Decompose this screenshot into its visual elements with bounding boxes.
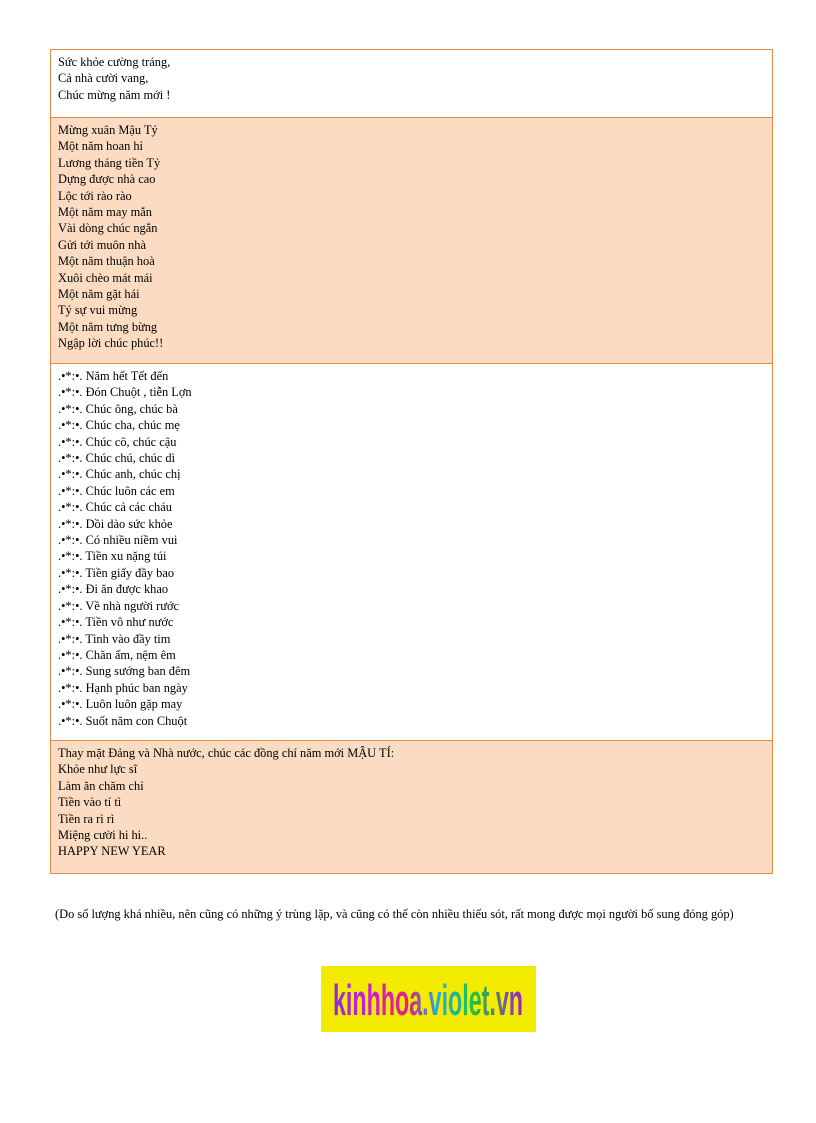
poem-line: Ngập lời chúc phúc!! bbox=[58, 336, 164, 351]
poem-line: .•*:•. Luôn luôn gặp may bbox=[58, 697, 183, 712]
poem-line: Chúc mừng năm mới ! bbox=[58, 87, 171, 102]
logo-text: kinhhoa.violet.vn bbox=[333, 976, 523, 1025]
poem-line: Khỏe như lực sĩ bbox=[58, 762, 138, 777]
poem-line: .•*:•. Đón Chuột , tiễn Lợn bbox=[58, 385, 192, 400]
poem-line: .•*:•. Năm hết Tết đến bbox=[58, 369, 169, 383]
poem-line: .•*:•. Chúc ông, chúc bà bbox=[58, 401, 178, 416]
poem-line: Sức khỏe cường tráng, bbox=[58, 55, 171, 69]
poem-line: .•*:•. Chúc luôn các em bbox=[58, 483, 175, 498]
poem-line: Một năm gặt hái bbox=[58, 287, 140, 302]
poem-line: Cả nhà cười vang, bbox=[58, 71, 149, 86]
poem-line: Tiền ra rì rì bbox=[58, 811, 115, 826]
poem-line: Gửi tới muôn nhà bbox=[58, 237, 146, 252]
poem-line: .•*:•. Tiền xu nặng túi bbox=[58, 549, 167, 564]
poem-line: .•*:•. Về nhà người rước bbox=[58, 598, 180, 613]
poem-line: .•*:•. Tiền vô như nước bbox=[58, 615, 174, 630]
poem-line: .•*:•. Sung sướng ban đêm bbox=[58, 664, 191, 679]
poem-line: HAPPY NEW YEAR bbox=[58, 844, 166, 859]
poem-line: Làm ăn chăm chỉ bbox=[58, 778, 144, 793]
poem-line: Tý sự vui mừng bbox=[58, 303, 138, 318]
poem-line: Một năm thuận hoà bbox=[58, 254, 155, 269]
poem-line: Lộc tới rào rào bbox=[58, 188, 132, 203]
greetings-table bbox=[50, 49, 773, 874]
poem-line: .•*:•. Chăn ấm, nệm êm bbox=[58, 647, 176, 662]
greeting-block-1 bbox=[50, 49, 773, 118]
poem-line: .•*:•. Đi ăn được khao bbox=[58, 582, 169, 597]
greeting-block-4 bbox=[50, 741, 773, 874]
poem-line: Tiền vào tí tì bbox=[58, 795, 122, 810]
poem-line: .•*:•. Hạnh phúc ban ngày bbox=[58, 680, 188, 695]
poem-line: Dựng được nhà cao bbox=[58, 172, 156, 187]
logo-graphic bbox=[321, 966, 536, 1032]
poem-line: .•*:•. Chúc chú, chúc dì bbox=[58, 451, 176, 466]
poem-line: .•*:•. Chúc cha, chúc mẹ bbox=[58, 418, 180, 433]
greeting-block-3 bbox=[50, 364, 773, 741]
poem-line: Một năm tưng bừng bbox=[58, 319, 158, 334]
poem-line: Một năm hoan hỉ bbox=[58, 139, 144, 154]
poem-line: Lương tháng tiền Tỷ bbox=[58, 155, 161, 170]
poem-line: .•*:•. Chúc anh, chúc chị bbox=[58, 467, 181, 482]
poem-line: .•*:•. Chúc cả các cháu bbox=[58, 500, 172, 515]
poem-line: Một năm may mắn bbox=[58, 205, 152, 220]
poem-line: .•*:•. Tiền giấy đầy bao bbox=[58, 565, 175, 580]
poem-line: Xuôi chèo mát mái bbox=[58, 270, 153, 285]
greeting-block-2 bbox=[50, 118, 773, 364]
footnote: (Do số lượng khá nhiều, nên cũng có những ý trùng lặp, và cũng có thể còn nhiều thiếu sót, rất mong được mọi người bổ sung đóng góp) bbox=[55, 907, 734, 921]
poem-line: .•*:•. Tình vào đầy tim bbox=[58, 631, 171, 646]
poem-line: .•*:•. Suốt năm con Chuột bbox=[58, 713, 188, 728]
poem-line: .•*:•. Chúc cô, chúc cậu bbox=[58, 434, 177, 449]
site-logo[interactable] bbox=[321, 966, 536, 1032]
poem-line: Vài dòng chúc ngắn bbox=[58, 221, 158, 236]
poem-line: .•*:•. Dồi dào sức khỏe bbox=[58, 516, 173, 531]
poem-line: Mừng xuân Mậu Tý bbox=[58, 123, 158, 137]
poem-line: Thay mặt Đảng và Nhà nước, chúc các đồng chí năm mới MẬU TÍ: bbox=[58, 746, 395, 760]
poem-line: Miệng cười hi hi.. bbox=[58, 828, 148, 843]
poem-line: .•*:•. Có nhiều niềm vui bbox=[58, 533, 178, 548]
